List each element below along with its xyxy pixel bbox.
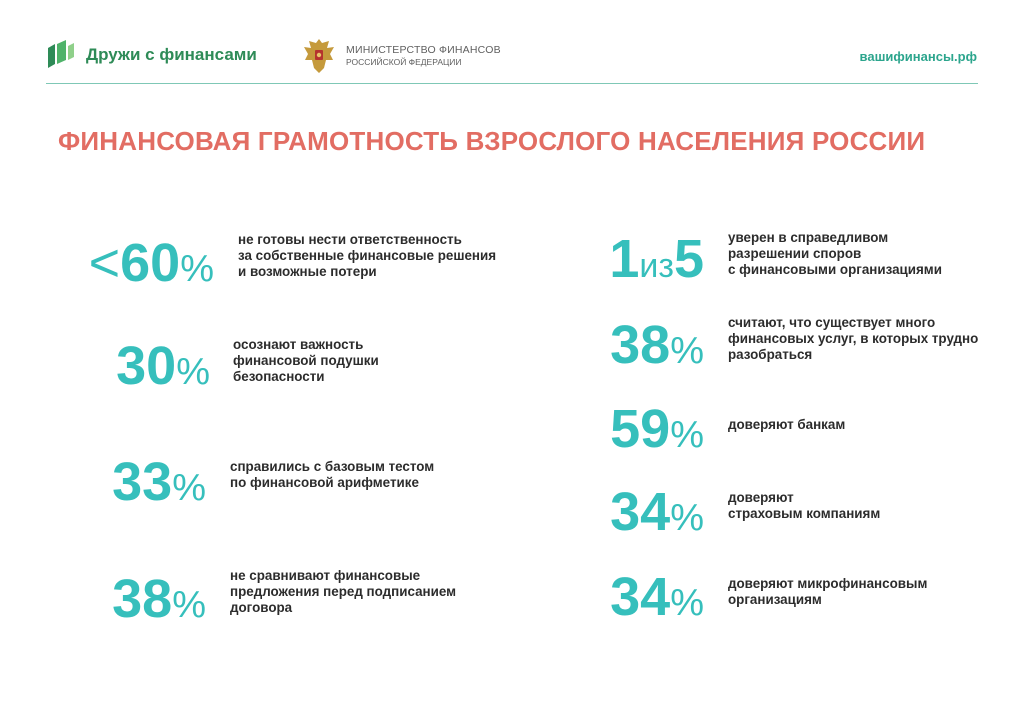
page-title: ФИНАНСОВАЯ ГРАМОТНОСТЬ ВЗРОСЛОГО НАСЕЛЕНИЯ РОССИИ	[58, 126, 926, 156]
stat-description: считают, что существует много финансовых услуг, в которых трудно разобраться	[728, 315, 979, 362]
website-link[interactable]: вашифинансы.рф	[859, 49, 977, 64]
stat-value: 1из5	[609, 229, 704, 289]
stat-value: 30%	[116, 336, 210, 396]
stat-value: 33%	[112, 452, 206, 512]
stat-value: 34%	[610, 567, 704, 627]
brand-logo[interactable]	[46, 40, 257, 70]
brand-name: Дружи с финансами	[86, 45, 257, 64]
stat-description: не сравнивают финансовые предложения перед подписанием договора	[230, 568, 457, 615]
ministry-name: МИНИСТЕРСТВО ФИНАНСОВ	[346, 44, 501, 56]
ministry-logo	[300, 36, 501, 76]
stat-description: доверяют страховым компаниям	[728, 490, 881, 521]
stat-description: не готовы нести ответственность за собственные финансовые решения и возможные потери	[238, 232, 497, 279]
stat-value: 38%	[610, 315, 704, 375]
stat-description: доверяют микрофинансовым организациям	[728, 576, 928, 607]
stat-description: уверен в справедливом разрешении споров с финансовыми организациями	[728, 230, 942, 277]
stat-description: осознают важность финансовой подушки безопасности	[233, 337, 379, 384]
stat-value: 34%	[610, 482, 704, 542]
stat-value: <60%	[88, 233, 214, 293]
header-divider	[46, 83, 978, 84]
header	[0, 0, 1024, 90]
brand-logo-icon	[46, 40, 76, 70]
stat-description: доверяют банкам	[728, 417, 846, 432]
stat-description: справились с базовым тестом по финансовой арифметике	[230, 459, 435, 490]
stat-value: 38%	[112, 569, 206, 629]
coat-of-arms-icon	[300, 36, 338, 76]
stat-value: 59%	[610, 399, 704, 459]
ministry-subtitle: РОССИЙСКОЙ ФЕДЕРАЦИИ	[346, 57, 462, 67]
